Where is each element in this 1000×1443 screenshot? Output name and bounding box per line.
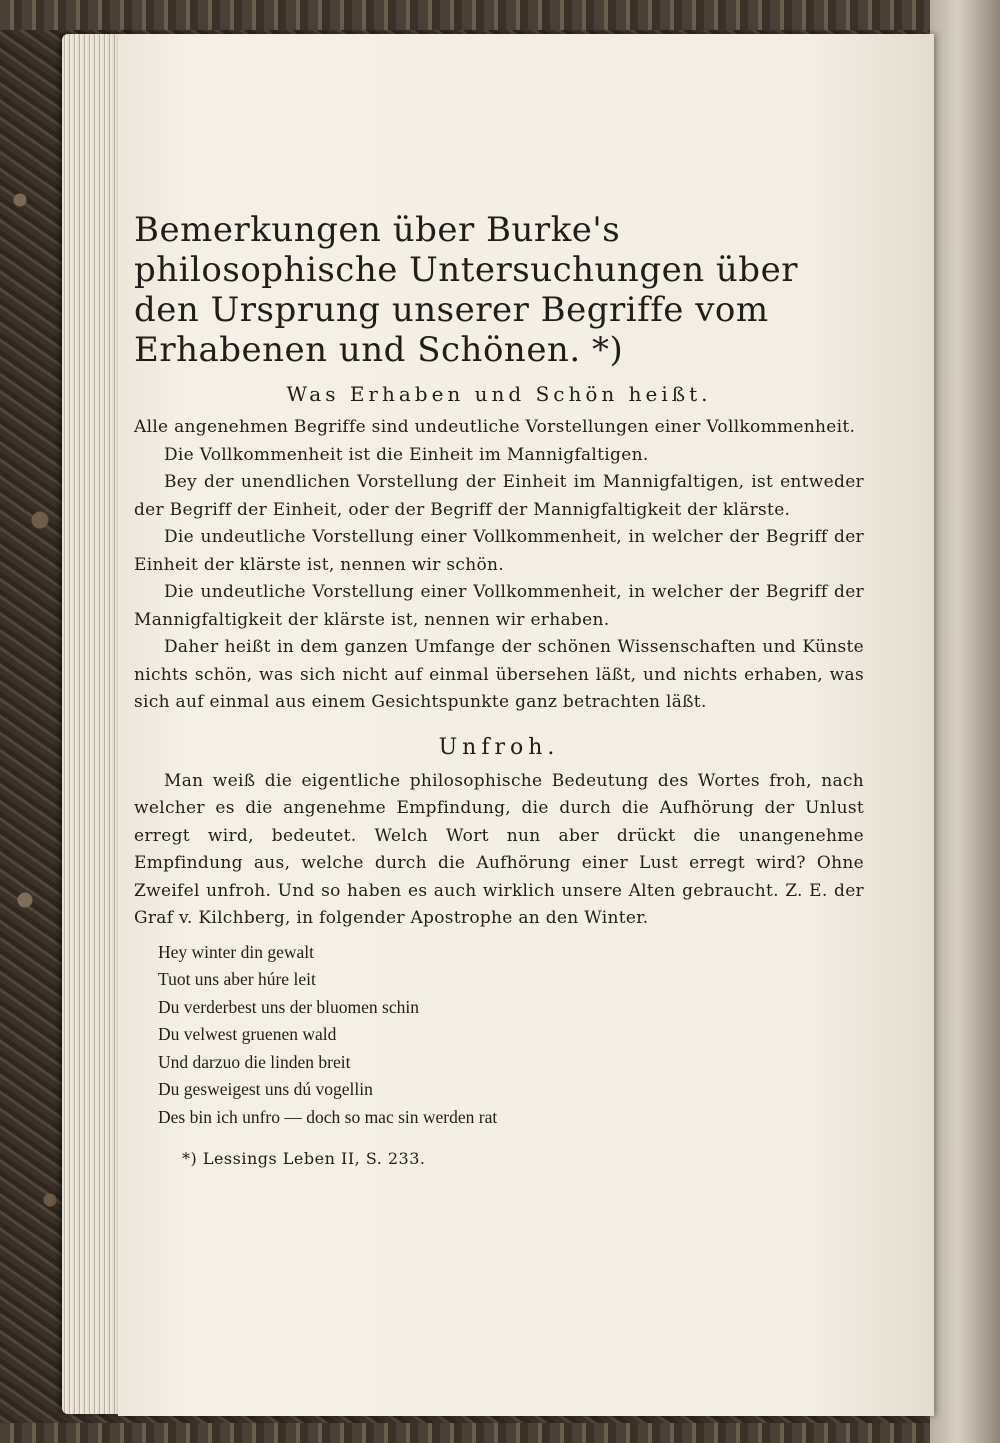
paragraph: Die undeutliche Vorstellung einer Vollkommenheit, in welcher der Begriff der Einheit der klärste ist, nennen wir schön. (134, 527, 864, 575)
verse-line: Tuot uns aber húre leit (158, 969, 316, 989)
verse-line: Und darzuo die linden breit (158, 1051, 351, 1072)
facing-page-edge (930, 0, 1000, 1443)
section-heading-erhaben: Was Erhaben und Schön heißt. (286, 382, 712, 406)
paragraph: Man weiß die eigentliche philosophische Bedeutung des Wortes froh, nach welcher es die angenehme Empfindung, die durch die Aufhörung der Unlust erregt wird, bedeutet. Welch Wort nun aber drückt die unangenehme Empfindung aus, welche durch die Aufhörung einer Lust erregt wird? Ohne Zweifel unfroh. Und so haben es auch wirklich unsere Alten gebraucht. Z. E. der Graf v. Kilchberg, in folgender Apostrophe an den Winter. (134, 770, 864, 928)
cover-edge-bottom (0, 1423, 1000, 1443)
verse-line: Du velwest gruenen wald (158, 1024, 337, 1044)
paragraph: Die Vollkommenheit ist die Einheit im Mannigfaltigen. (164, 444, 649, 465)
verse-line: Du verderbest uns der bluomen schin (158, 996, 419, 1017)
page-text (134, 210, 864, 1168)
page-title: Bemerkungen über Burke's philosophische Untersuchungen über den Ursprung unserer Begriffe vom Erhabenen und Schönen. *) (134, 210, 798, 370)
verse-line: Hey winter din gewalt (158, 941, 314, 962)
footnote: *) Lessings Leben II, S. 233. (182, 1149, 426, 1168)
cover-edge-top (0, 0, 1000, 30)
paragraph: Die undeutliche Vorstellung einer Vollkommenheit, in welcher der Begriff der Mannigfaltigkeit der klärste ist, nennen wir erhaben. (134, 582, 864, 630)
paragraph: Bey der unendlichen Vorstellung der Einheit im Mannigfaltigen, ist entweder der Begriff der Einheit, oder der Begriff der Mannigfaltigkeit der klärste. (134, 472, 864, 520)
paragraph: Daher heißt in dem ganzen Umfange der schönen Wissenschaften und Künste nichts schön, was sich nicht auf einmal übersehen läßt, und nichts erhaben, was sich auf einmal aus einem Gesichtspunkte ganz betrachten läßt. (134, 637, 864, 712)
verse-line: Du gesweigest uns dú vogellin (158, 1079, 373, 1099)
paragraph: Alle angenehmen Begriffe sind undeutliche Vorstellungen einer Vollkommenheit. (134, 417, 856, 437)
verse-block (158, 939, 864, 1132)
verse-line: Des bin ich unfro — doch so mac sin werden rat (158, 1106, 498, 1127)
section-heading-unfroh: Unfroh. (438, 734, 560, 760)
